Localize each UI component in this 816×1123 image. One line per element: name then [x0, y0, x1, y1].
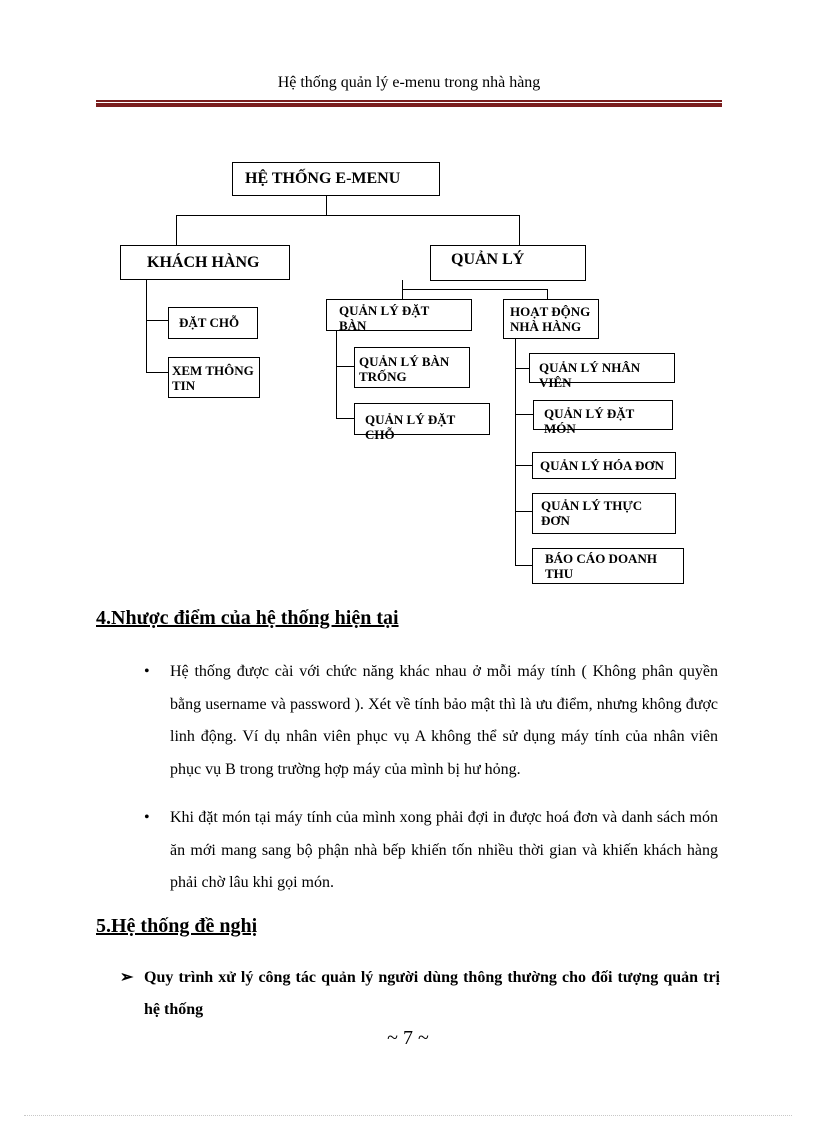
connector: [515, 465, 532, 466]
list-item: • Hệ thống được cài với chức năng khác nhau ở mỗi máy tính ( Không phân quyền bằng username và password ). Xét về tính bảo mật thì là ưu điểm, nhưng không được linh động. Ví dụ nhân viên phục vụ A không thể sử dụng máy tính của nhân viên phục vụ B trong trường hợp máy của mình bị hư hỏng.: [144, 656, 718, 786]
page-number: ~ 7 ~: [387, 1027, 429, 1049]
node-root: HỆ THỐNG E-MENU: [232, 162, 440, 196]
list-item: [120, 962, 720, 1026]
node-reserve: ĐẶT CHỖ: [168, 307, 258, 339]
connector: [402, 289, 403, 299]
page-edge-divider: [24, 1115, 792, 1116]
node-restaurant-operations: HOẠT ĐỘNG NHÀ HÀNG: [503, 299, 599, 339]
connector: [336, 366, 354, 367]
connector: [515, 511, 532, 512]
section4-bullets: [144, 656, 718, 916]
list-item-text: Quy trình xử lý công tác quản lý người dùng thông thường cho đối tượng quản trị hệ thống: [144, 969, 720, 1018]
connector: [519, 215, 520, 245]
list-item: • Khi đặt món tại máy tính của mình xong phải đợi in được hoá đơn và danh sách món ăn mới mang sang bộ phận nhà bếp khiến tốn nhiều thời gian và khiến khách hàng phải chờ lâu khi gọi món.: [144, 802, 718, 900]
connector: [146, 279, 147, 372]
connector: [515, 565, 532, 566]
section5-title: 5.Hệ thống đề nghị: [96, 915, 258, 937]
node-invoice-management: QUẢN LÝ HÓA ĐƠN: [532, 452, 676, 479]
connector: [547, 289, 548, 299]
node-management: QUẢN LÝ: [430, 245, 586, 281]
connector: [515, 414, 533, 415]
connector: [146, 372, 168, 373]
connector: [402, 280, 403, 289]
node-order-management: QUẢN LÝ ĐẶT MÓN: [533, 400, 673, 430]
section4-title: 4.Nhược điểm của hệ thống hiện tại: [96, 607, 399, 629]
connector: [326, 195, 327, 215]
connector: [402, 289, 548, 290]
connector: [515, 368, 529, 369]
node-empty-tables: QUẢN LÝ BÀN TRỐNG: [354, 347, 470, 388]
node-booking-management: QUẢN LÝ ĐẶT BÀN: [326, 299, 472, 331]
node-customer: KHÁCH HÀNG: [120, 245, 290, 280]
connector: [515, 339, 516, 565]
node-staff-management: QUẢN LÝ NHÂN VIÊN: [529, 353, 675, 383]
arrow-bullet-icon: ➢: [120, 969, 134, 986]
connector: [336, 331, 337, 418]
node-reservation-management: QUẢN LÝ ĐẶT CHỖ: [354, 403, 490, 435]
connector: [336, 418, 354, 419]
connector: [176, 215, 520, 216]
node-view-info: XEM THÔNG TIN: [168, 357, 260, 398]
connector: [146, 320, 168, 321]
node-revenue-report: BÁO CÁO DOANH THU: [532, 548, 684, 584]
node-menu-management: QUẢN LÝ THỰC ĐƠN: [532, 493, 676, 534]
page-header: Hệ thống quản lý e-menu trong nhà hàng: [277, 74, 541, 91]
connector: [176, 215, 177, 245]
